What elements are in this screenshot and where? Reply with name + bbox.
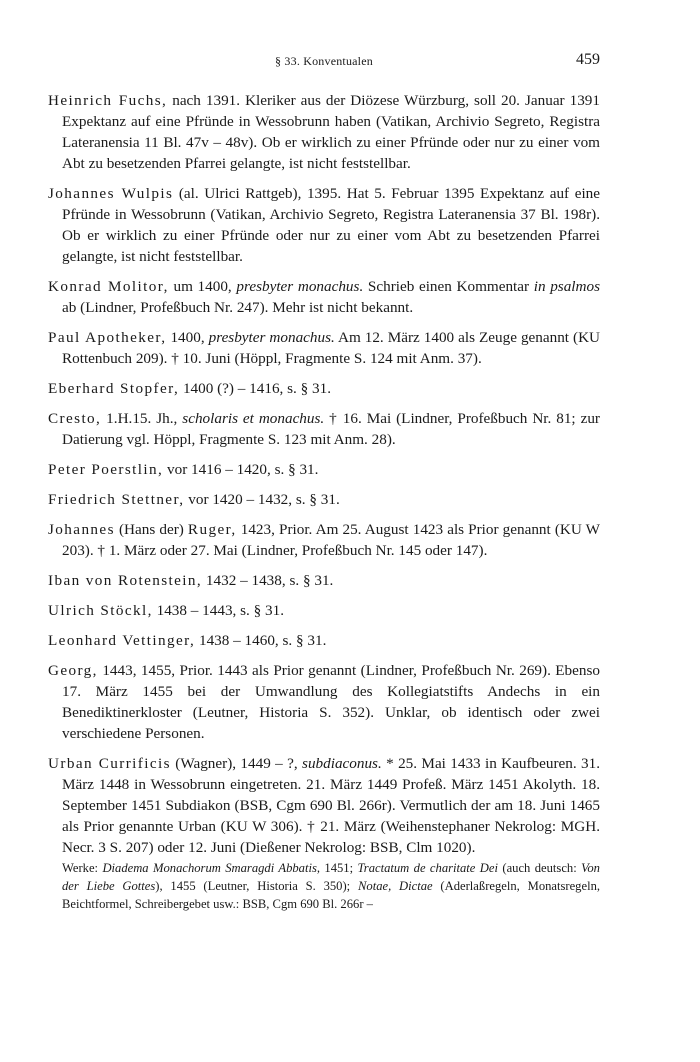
- entry-text: 1.H.15. Jh.,: [101, 410, 183, 427]
- entry-text: * 25. Mai 1433 in Kaufbeuren. 31. März 1448 in Wessobrunn eingetreten. 21. März 1449 Profeß. März 1451 Akolyth. 18. September 1451 Subdiakon (BSB, Cgm 690 Bl. 266r). Vermutlich der am 18. Juni 1465 als Prior genannte Urban (KU W 306). † 21. März (Weihenstephaner Nekrolog: MGH. Necr. 3 S. 207) oder 12. Juni (Dießener Nekrolog: BSB, Clm 1020).: [62, 755, 601, 856]
- entry-text: Schrieb einen Kommentar: [363, 278, 534, 295]
- entry-text: 1432 – 1438, s. § 31.: [202, 572, 334, 589]
- entry-konrad-molitor: [48, 276, 600, 318]
- works-text: (auch deutsch:: [497, 861, 582, 875]
- entry-italic: in psalmos: [533, 278, 600, 295]
- entry-text: 1438 – 1443, s. § 31.: [152, 602, 285, 619]
- entry-text: nach 1391. Kleriker aus der Diözese Würzburg, soll 20. Januar 1391 Expektanz auf eine Pfründe in Wessobrunn haben (Vatikan, Archivio Segreto, Registra Lateranensia 11 Bl. 47v – 48v). Ob er wirklich zu einer Pfründe oder nur zu einer vom Abt zu besetzenden Pfarrei gelangte, ist nicht feststellbar.: [62, 92, 600, 172]
- works-note: [62, 859, 600, 913]
- entry-name: Cresto,: [48, 410, 102, 427]
- entry-name: Johannes Wulpis: [48, 185, 174, 202]
- entry-name: Paul Apotheker,: [48, 329, 167, 346]
- entry-urban-currificis: [48, 753, 600, 913]
- entry-leonhard-vettinger: [48, 630, 600, 651]
- entry-text: 1400,: [166, 329, 209, 346]
- entry-cresto: [48, 408, 600, 450]
- entry-text: 1400 (?) – 1416, s. § 31.: [179, 380, 332, 397]
- entry-text: vor 1416 – 1420, s. § 31.: [163, 461, 319, 478]
- entry-text: um 1400,: [168, 278, 237, 295]
- entry-paul-apotheker: [48, 327, 600, 369]
- entry-name: Heinrich Fuchs,: [48, 92, 168, 109]
- entry-eberhard-stopfer: [48, 378, 600, 399]
- entry-name: Johannes: [48, 521, 115, 538]
- entry-iban-von-rotenstein: [48, 570, 600, 591]
- entry-text: 1438 – 1460, s. § 31.: [195, 632, 327, 649]
- entry-name: Ulrich Stöckl,: [48, 602, 153, 619]
- works-text: ), 1455 (Leutner, Historia S. 350);: [155, 879, 358, 893]
- entry-italic: scholaris et monachus.: [182, 410, 325, 427]
- works-label: Werke:: [62, 861, 103, 875]
- entry-text: 1423, Prior. Am 25. August 1423 als Prior genannt (KU W 203). † 1. März oder 27. Mai (Lindner, Profeßbuch Nr. 145 oder 147).: [62, 521, 600, 559]
- entry-heinrich-fuchs: [48, 90, 600, 174]
- running-header: [48, 51, 600, 74]
- entry-italic: subdiaconus.: [302, 755, 382, 772]
- entry-johannes-ruger: [48, 519, 600, 561]
- works-text: 1451;: [320, 861, 358, 875]
- entry-text: (Hans der): [114, 521, 188, 538]
- entry-name: Urban Currificis: [48, 755, 171, 772]
- entry-friedrich-stettner: [48, 489, 600, 510]
- entry-name: Eberhard Stopfer,: [48, 380, 180, 397]
- works-text: (Aderlaßregeln, Monatsregeln, Beichtformel, Schreibergebet usw.: BSB, Cgm 690 Bl. 266r –: [62, 879, 601, 911]
- entry-name: Konrad Molitor,: [48, 278, 169, 295]
- entry-text: (Wagner), 1449 – ?,: [170, 755, 303, 772]
- work-title: Diadema Monachorum Smaragdi Abbatis,: [102, 861, 321, 875]
- entry-name: Friedrich Stettner,: [48, 491, 185, 508]
- entry-name: Leonhard Vettinger,: [48, 632, 196, 649]
- entry-ulrich-stoeckl: [48, 600, 600, 621]
- work-title: Notae, Dictae: [358, 879, 433, 893]
- entry-text: 1443, 1455, Prior. 1443 als Prior genannt (Lindner, Profeßbuch Nr. 269). Ebenso 17. März 1455 bei der Umwandlung des Kollegiatstifts Andechs in ein Benediktinerkloster (Leutner, Historia S. 352). Unklar, ob identisch oder zwei verschiedene Personen.: [62, 662, 600, 742]
- work-title: Tractatum de charitate Dei: [357, 861, 498, 875]
- entry-text: (al. Ulrici Rattgeb), 1395. Hat 5. Februar 1395 Expektanz auf eine Pfründe in Wessobrunn (Vatikan, Archivio Segreto, Registra Lateranensia 37 Bl. 198r). Ob er wirklich zu einer Pfründe oder nur zu einer vom Abt zu besetzenden Pfarrei gelangte, ist nicht feststellbar.: [62, 185, 600, 265]
- entries-list: [48, 90, 600, 922]
- work-title: Von der Liebe Gottes: [62, 861, 600, 893]
- entry-text: † 16. Mai (Lindner, Profeßbuch Nr. 81; zur Datierung vgl. Höppl, Fragmente S. 123 mit Anm. 28).: [62, 410, 600, 448]
- running-title: § 33. Konventualen: [275, 54, 373, 68]
- page-number: 459: [576, 51, 600, 68]
- entry-italic: presbyter monachus.: [236, 278, 364, 295]
- entry-name: Peter Poerstlin,: [48, 461, 164, 478]
- entry-name: Georg,: [48, 662, 98, 679]
- entry-text: Am 12. März 1400 als Zeuge genannt (KU Rottenbuch 209). † 10. Juni (Höppl, Fragmente S. 124 mit Anm. 37).: [62, 329, 601, 367]
- entry-italic: presbyter monachus.: [208, 329, 335, 346]
- entry-name: Iban von Rotenstein,: [48, 572, 203, 589]
- entry-johannes-wulpis: [48, 183, 600, 267]
- entry-text: ab (Lindner, Profeßbuch Nr. 247). Mehr ist nicht bekannt.: [62, 299, 414, 316]
- entry-name-surname: Ruger,: [187, 521, 237, 538]
- entry-georg: [48, 660, 600, 744]
- entry-peter-poerstlin: [48, 459, 600, 480]
- entry-text: vor 1420 – 1432, s. § 31.: [184, 491, 340, 508]
